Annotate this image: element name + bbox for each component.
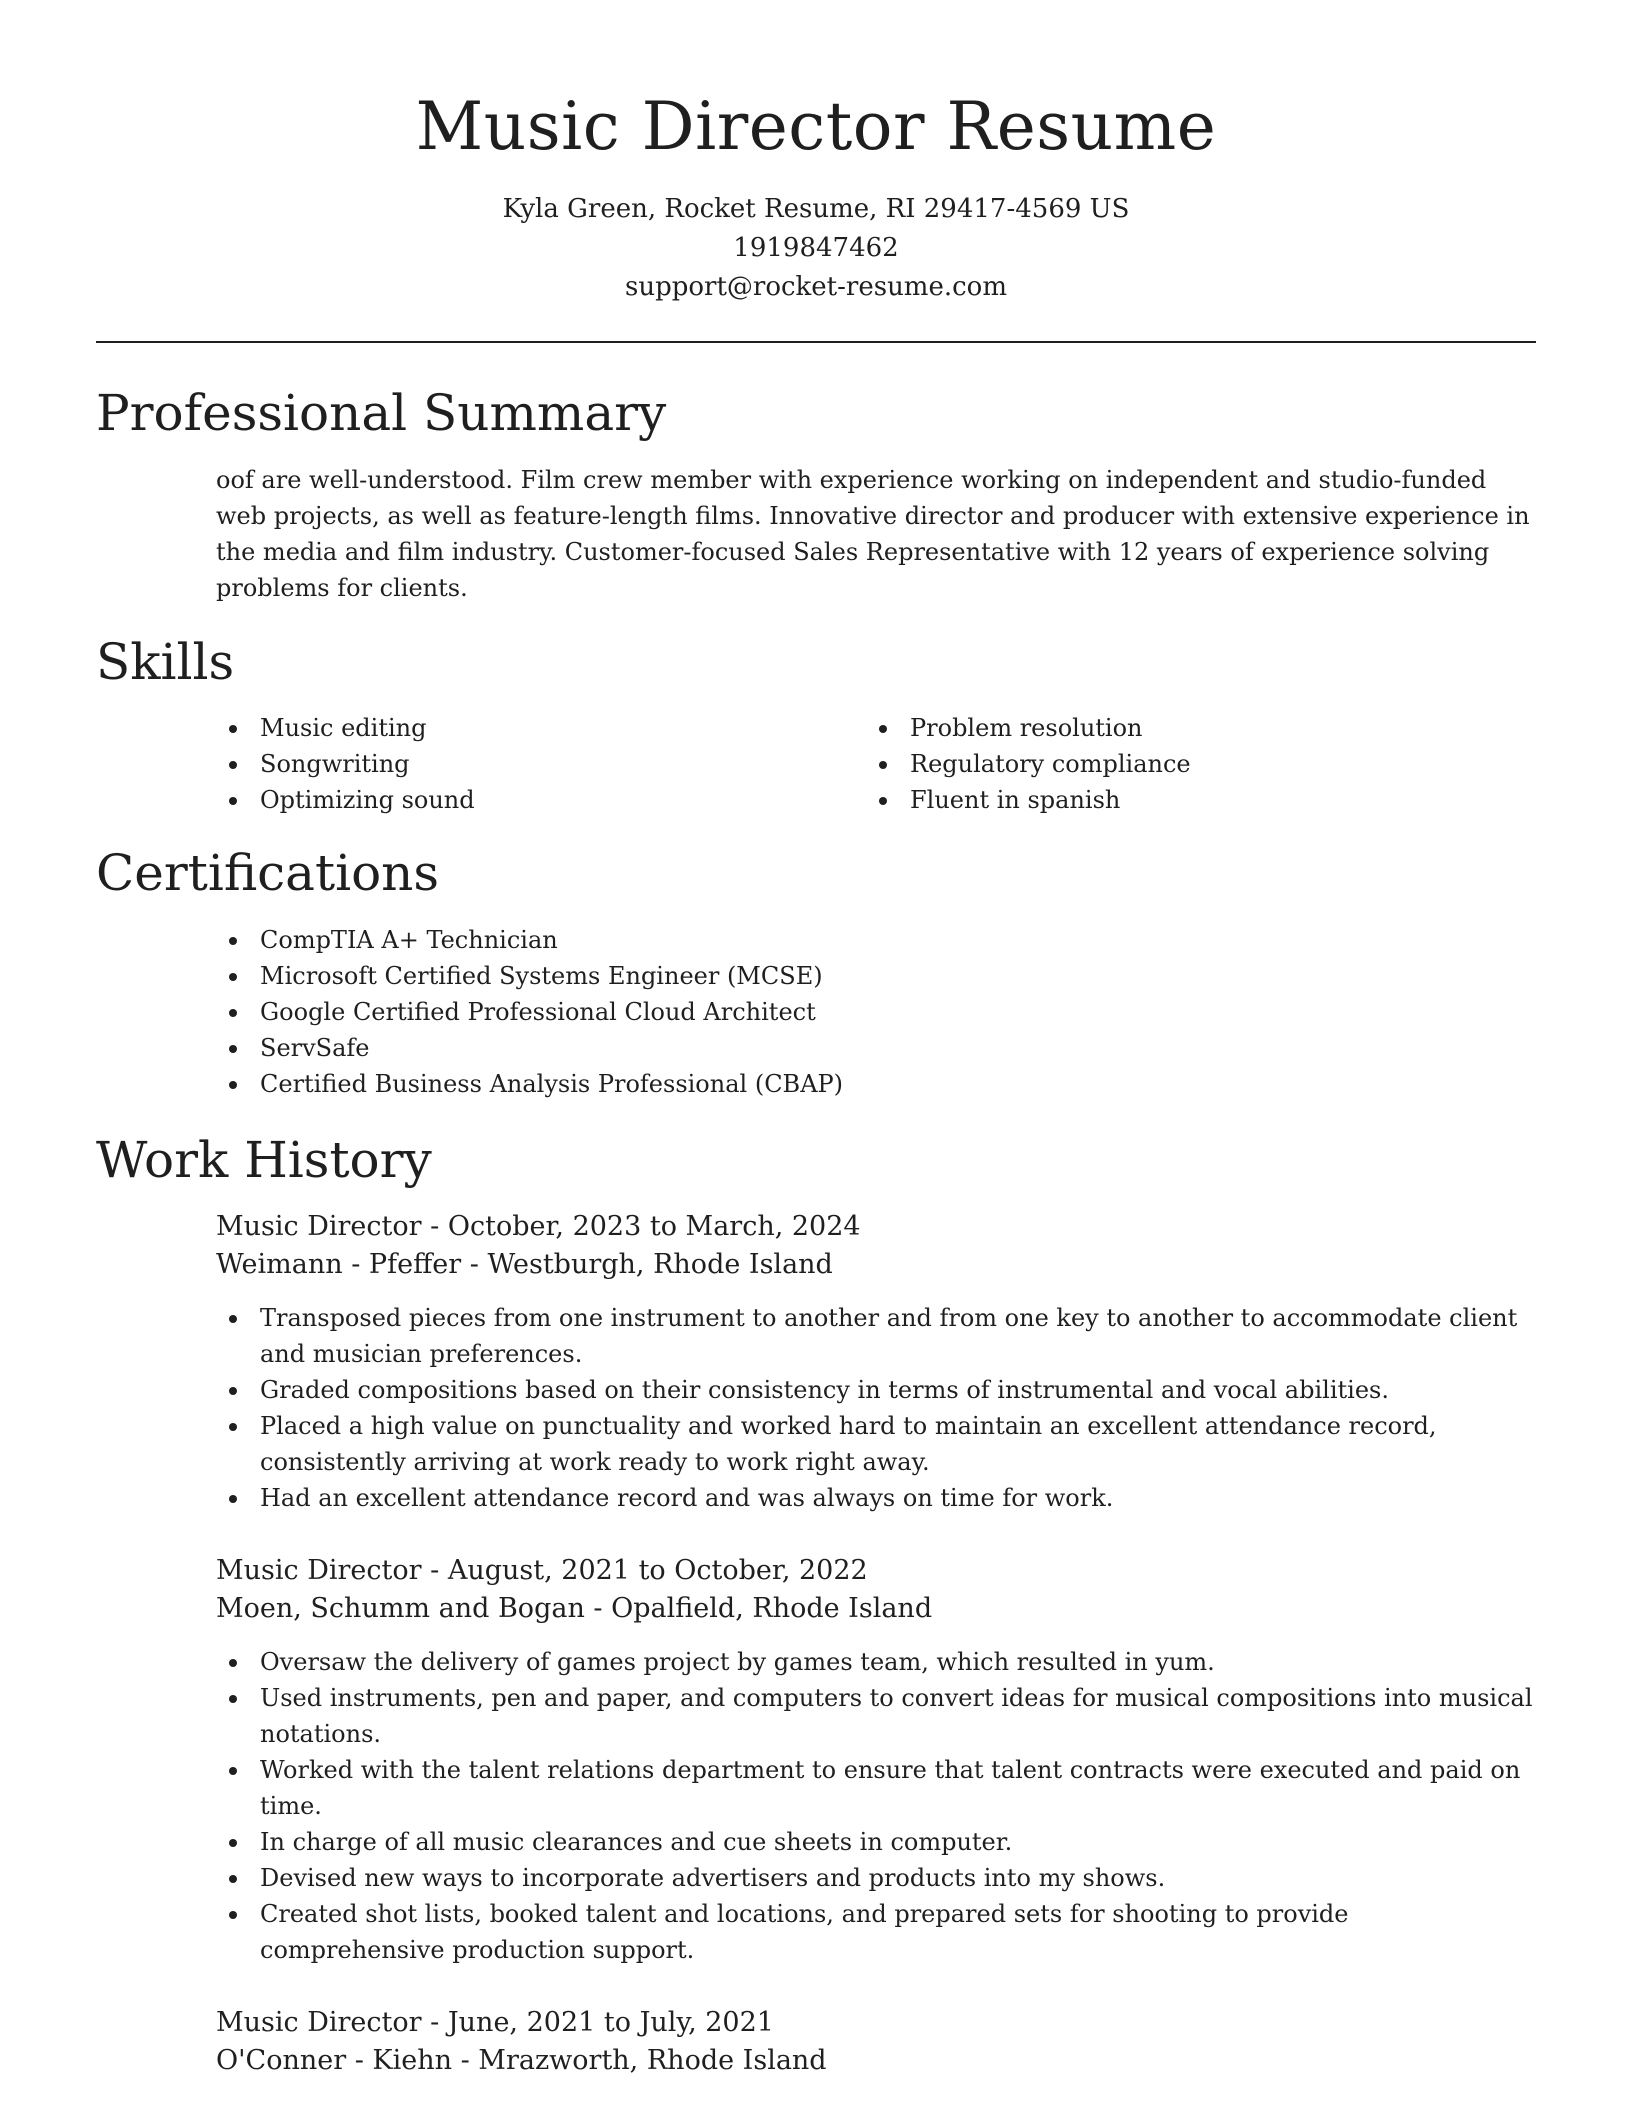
job-dates: August, 2021 to October, 2022 (447, 1555, 868, 1586)
job-employer: Weimann - Pfeffer (216, 1249, 462, 1280)
list-item: Devised new ways to incorporate advertisers and products into my shows. (216, 1860, 1536, 1896)
contact-phone: 1919847462 (733, 233, 899, 263)
contact-block (0, 190, 1632, 307)
list-item: Placed a high value on punctuality and worked hard to maintain an excellent attendance record, consistently arriving at work ready to work right away. (216, 1408, 1536, 1480)
job-entry (216, 2004, 1536, 2080)
job-dates: June, 2021 to July, 2021 (447, 2007, 774, 2038)
job-title-line: Music Director - October, 2023 to March, 2024 (216, 1211, 861, 1242)
job-location: Mrazworth, Rhode Island (478, 2045, 827, 2076)
job-location: Westburgh, Rhode Island (487, 1249, 833, 1280)
list-item: Graded compositions based on their consistency in terms of instrumental and vocal abilities. (216, 1372, 1536, 1408)
list-item: Transposed pieces from one instrument to another and from one key to another to accommodate client and musician preferences. (216, 1300, 1536, 1372)
list-item: Used instruments, pen and paper, and computers to convert ideas for musical compositions into musical notations. (216, 1680, 1536, 1752)
summary-heading: Professional Summary (96, 384, 667, 442)
job-employer: Moen, Schumm and Bogan (216, 1593, 585, 1624)
list-item: Oversaw the delivery of games project by games team, which resulted in yum. (216, 1644, 1536, 1680)
list-item: Songwriting (216, 746, 856, 782)
list-item: Regulatory compliance (866, 746, 1506, 782)
job-entry (216, 1552, 1536, 1968)
contact-email: support@rocket-resume.com (624, 272, 1007, 302)
list-item: Music editing (216, 710, 856, 746)
list-item: Optimizing sound (216, 782, 856, 818)
list-item: Fluent in spanish (866, 782, 1506, 818)
list-item: Microsoft Certified Systems Engineer (MCSE) (216, 958, 1536, 994)
job-location: Opalfield, Rhode Island (611, 1593, 933, 1624)
job-title: Music Director (216, 2007, 422, 2038)
list-item: ServSafe (216, 1030, 1536, 1066)
resume-title: Music Director Resume (415, 88, 1217, 165)
job-title-line: Music Director - June, 2021 to July, 2021 (216, 2007, 774, 2038)
contact-address: Kyla Green, Rocket Resume, RI 29417-4569 US (502, 194, 1130, 224)
job-employer-line: Moen, Schumm and Bogan - Opalfield, Rhode Island (216, 1593, 933, 1624)
list-item: Had an excellent attendance record and was always on time for work. (216, 1480, 1536, 1516)
job-title: Music Director (216, 1555, 422, 1586)
certifications-heading: Certifications (96, 844, 440, 902)
job-employer: O'Conner - Kiehn (216, 2045, 452, 2076)
summary-text: oof are well-understood. Film crew member with experience working on independent and studio-funded web projects, as well as feature-length films. Innovative director and producer with extensive experience in the media and film industry. Customer-focused Sales Representative with 12 years of experience solving problems for clients. (216, 466, 1530, 602)
job-employer-line: Weimann - Pfeffer - Westburgh, Rhode Island (216, 1249, 833, 1280)
job-entry (216, 1208, 1536, 1516)
certifications-list (216, 922, 1536, 1102)
list-item: Problem resolution (866, 710, 1506, 746)
list-item: Worked with the talent relations department to ensure that talent contracts were executed and paid on time. (216, 1752, 1536, 1824)
skills-list-left (216, 710, 856, 818)
job-title: Music Director (216, 1211, 422, 1242)
header-divider (96, 341, 1536, 343)
job-duties-list (216, 1644, 1536, 1968)
skills-heading: Skills (96, 633, 235, 691)
skills-list-right (866, 710, 1506, 818)
job-duties-list (216, 1300, 1536, 1516)
job-title-line: Music Director - August, 2021 to October, 2022 (216, 1555, 868, 1586)
work-history-heading: Work History (96, 1131, 432, 1189)
list-item: Created shot lists, booked talent and locations, and prepared sets for shooting to provide comprehensive production support. (216, 1896, 1536, 1968)
list-item: CompTIA A+ Technician (216, 922, 1536, 958)
list-item: Certified Business Analysis Professional (CBAP) (216, 1066, 1536, 1102)
job-employer-line: O'Conner - Kiehn - Mrazworth, Rhode Island (216, 2045, 827, 2076)
list-item: In charge of all music clearances and cue sheets in computer. (216, 1824, 1536, 1860)
job-dates: October, 2023 to March, 2024 (447, 1211, 861, 1242)
list-item: Google Certified Professional Cloud Architect (216, 994, 1536, 1030)
